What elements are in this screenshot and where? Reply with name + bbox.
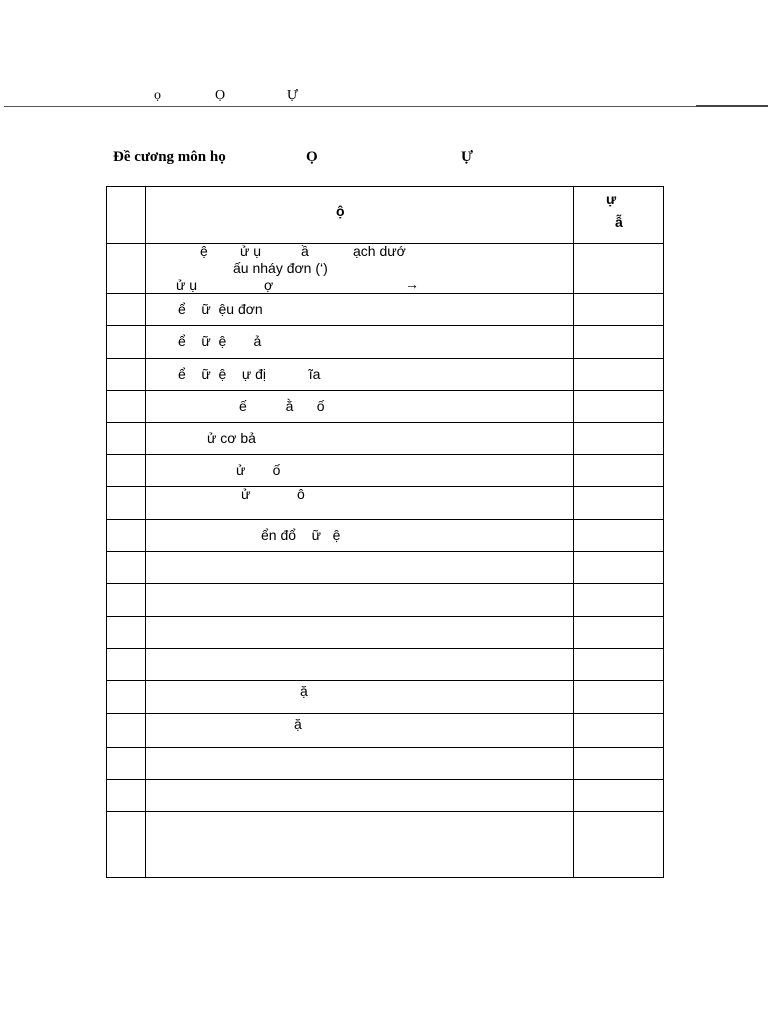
table-border-top	[106, 186, 663, 187]
table-cell-text: ầ	[301, 243, 309, 259]
table-cell-text: ể ữ ệ ự đị ĩa	[178, 366, 321, 382]
table-border-right	[663, 186, 664, 878]
table-cell-text: ấu nháy đơn (‘)	[233, 260, 328, 276]
table-cell-text: ặ	[294, 716, 302, 732]
header-fragment-1: ọ	[154, 88, 161, 103]
table-row-divider	[106, 779, 663, 780]
table-divider-1	[145, 186, 146, 878]
document-title-fragment-2: Ọ	[306, 149, 318, 165]
document-title: Đề cương môn họ	[113, 149, 226, 165]
table-row-divider	[106, 583, 663, 584]
header-fragment-3: Ự	[287, 88, 298, 103]
table-row-divider	[106, 486, 663, 487]
table-cell-text: ử ụ	[176, 277, 198, 293]
table-row-divider	[106, 390, 663, 391]
table-border-left	[106, 186, 107, 878]
table-border-bottom	[106, 877, 663, 878]
table-row-divider	[106, 358, 663, 359]
table-cell-text: ệ	[200, 243, 208, 259]
table-cell-text: ạch dướ	[353, 243, 406, 259]
table-row-divider	[106, 747, 663, 748]
table-row-divider	[106, 454, 663, 455]
table-row-divider	[106, 293, 663, 294]
table-cell-text: ể ữ ệ ả	[178, 333, 262, 349]
header-rule	[4, 106, 768, 107]
table-cell-text: ử cơ bả	[207, 430, 256, 446]
header-fragment-2: Ọ	[215, 88, 226, 103]
table-cell-text: ử ụ	[240, 243, 262, 259]
table-cell-text: ể ữ ệu đơn	[178, 301, 263, 317]
table-row-divider	[106, 648, 663, 649]
table-row-divider	[106, 811, 663, 812]
table-row-divider	[106, 422, 663, 423]
table-cell-text: ử ô	[241, 486, 305, 502]
arrow-right-icon: →	[405, 276, 419, 292]
table-row-divider	[106, 325, 663, 326]
table-header-right-line1: ự	[606, 191, 617, 207]
table-cell-text: ế ằ ố	[239, 398, 325, 414]
table-header-content: ộ	[336, 203, 345, 219]
header-rule-accent	[696, 105, 768, 107]
table-row-divider	[106, 680, 663, 681]
table-row-divider	[106, 713, 663, 714]
table-divider-2	[573, 186, 574, 878]
table-row-divider	[106, 519, 663, 520]
table-row-divider	[106, 551, 663, 552]
table-header-right-line2: ẫ	[615, 214, 623, 230]
document-title-fragment-3: Ự	[461, 149, 473, 165]
table-cell-text: ử ố	[236, 462, 281, 478]
table-row-divider	[106, 616, 663, 617]
table-cell-text: ợ	[264, 277, 274, 293]
table-cell-text: ển đổ ữ ệ	[261, 527, 341, 543]
table-cell-text: ặ	[300, 683, 308, 699]
